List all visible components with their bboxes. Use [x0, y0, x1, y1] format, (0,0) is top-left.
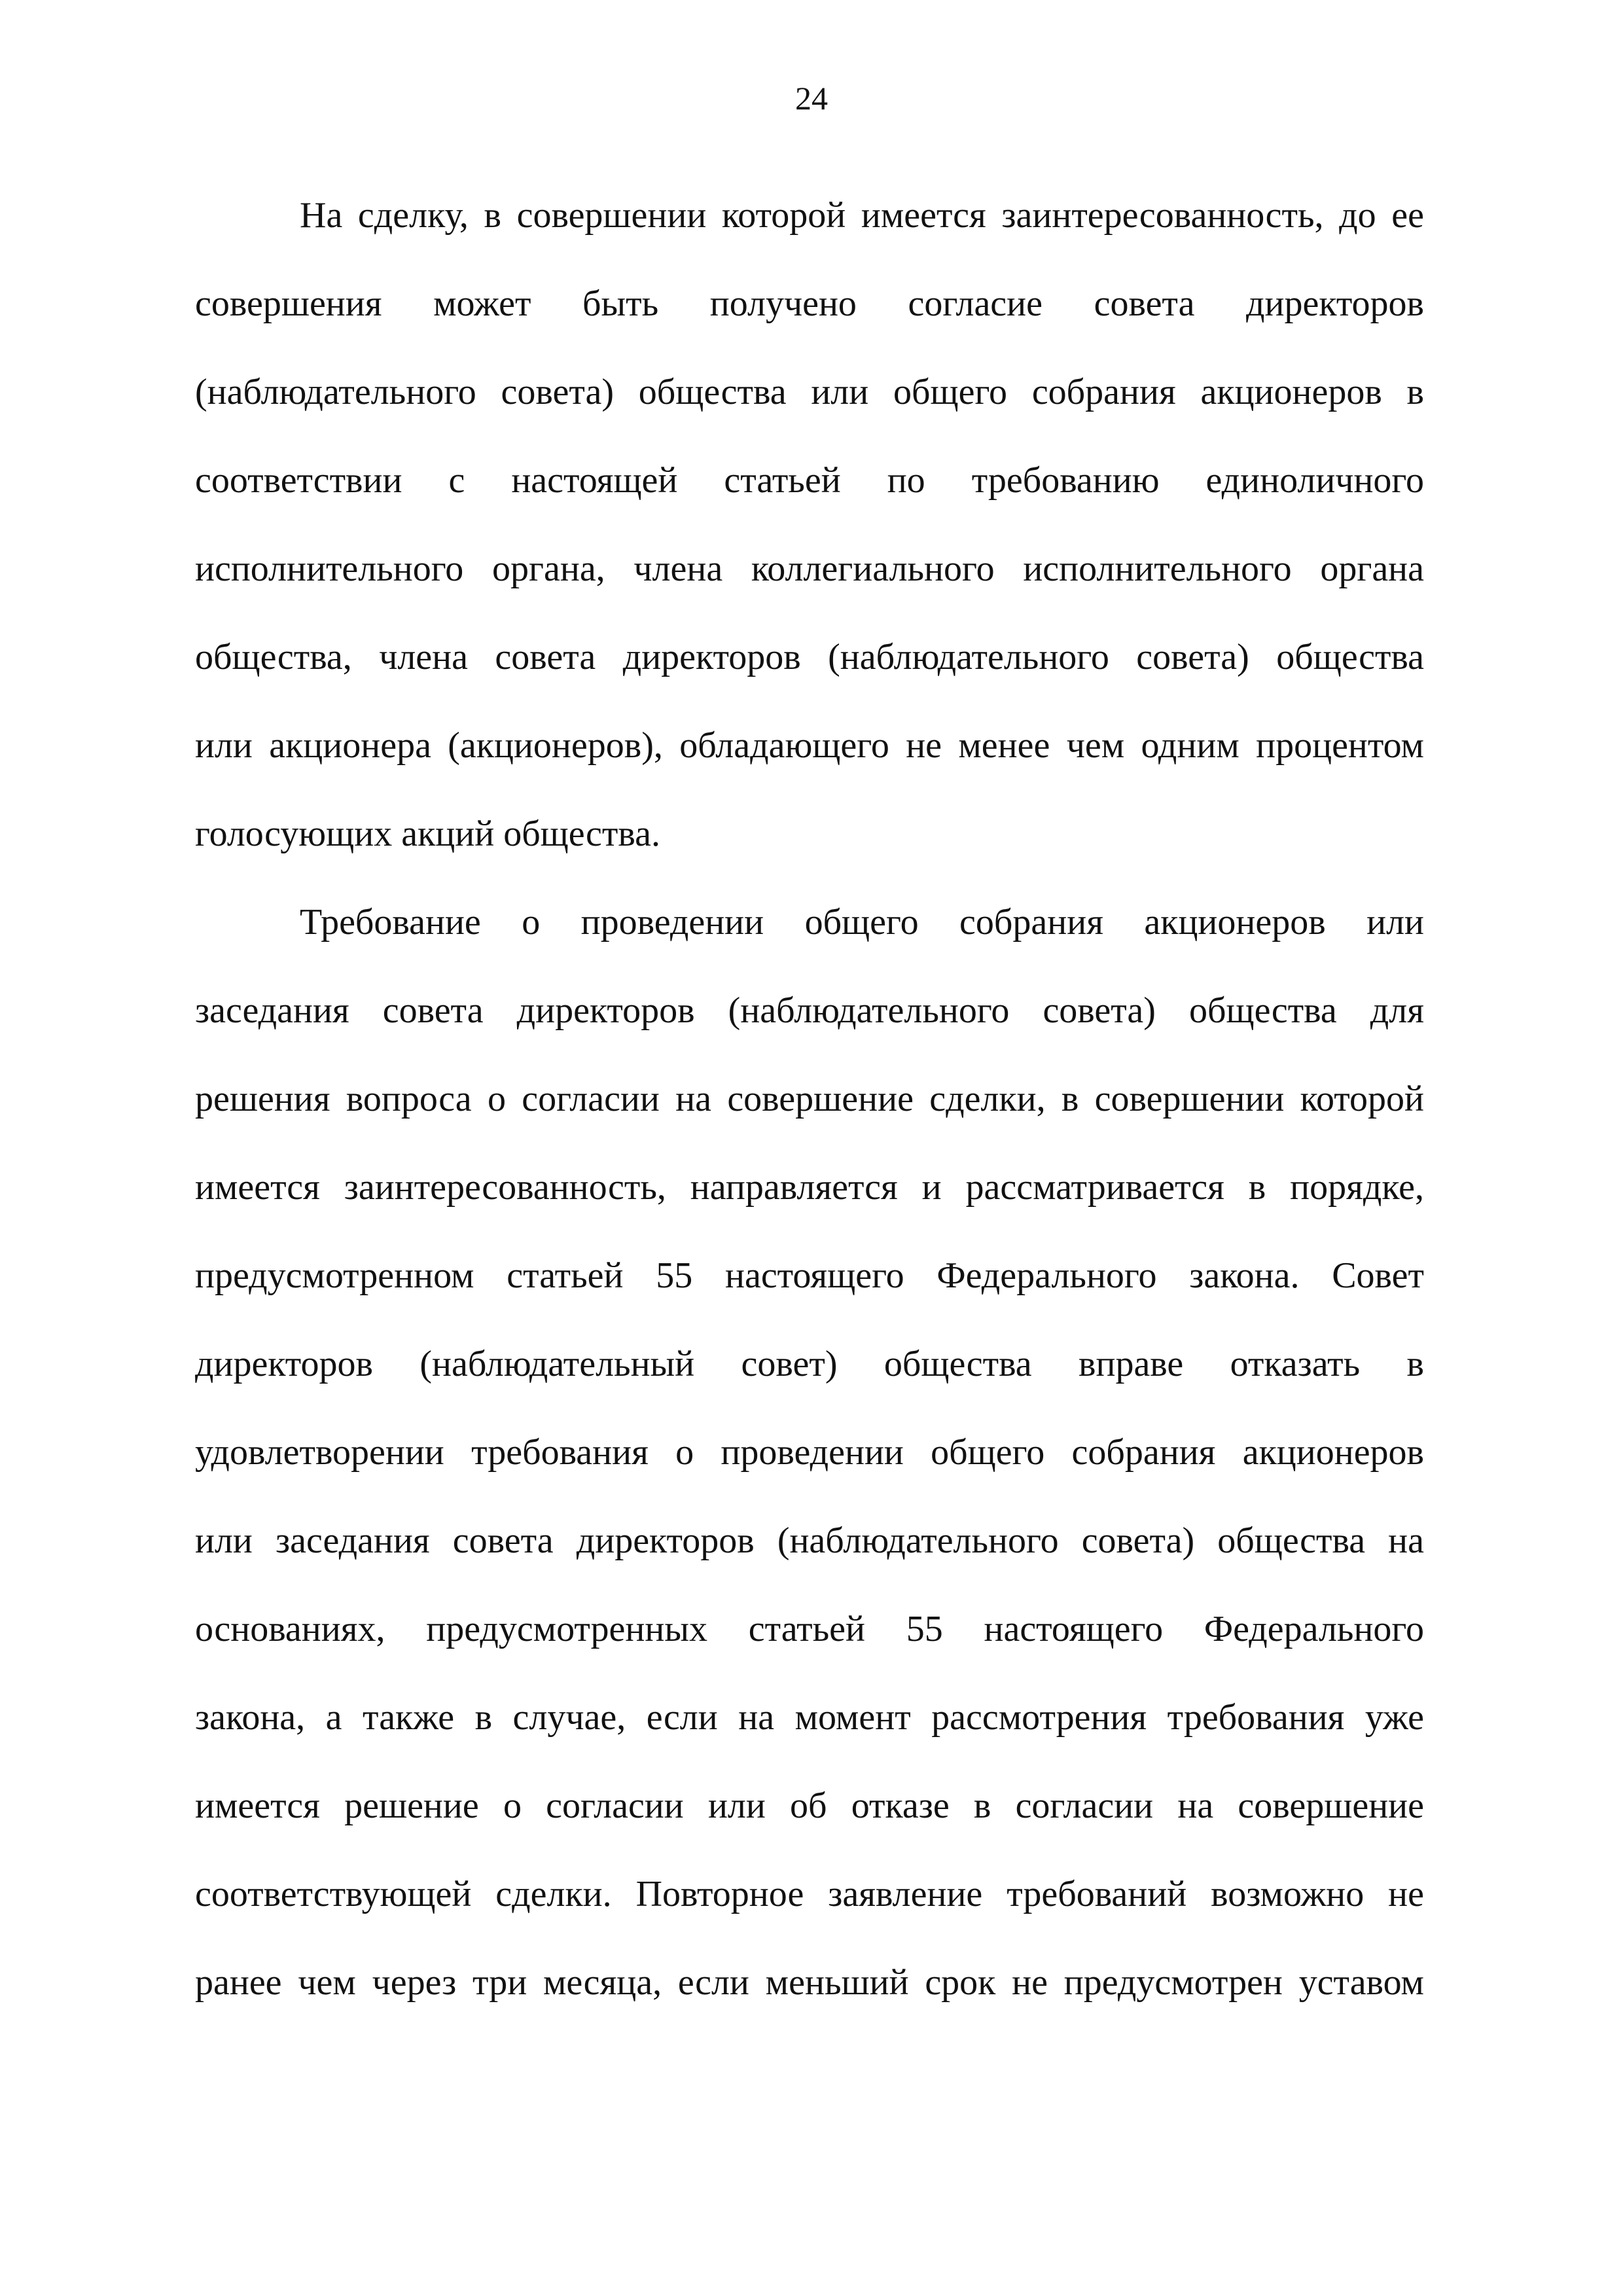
text-line: соответствующей сделки. Повторное заявление требований возможно не: [195, 1874, 1424, 1914]
text-line: решения вопроса о согласии на совершение сделки, в совершении которой: [195, 1079, 1424, 1119]
text-line: совершения может быть получено согласие совета директоров: [195, 283, 1424, 324]
text-line: На сделку, в совершении которой имеется заинтересованность, до ее: [300, 195, 1424, 236]
text-line: или заседания совета директоров (наблюдательного совета) общества на: [195, 1520, 1424, 1561]
page-number: 24: [795, 80, 828, 117]
document-body: [195, 171, 1424, 2027]
text-line: (наблюдательного совета) общества или общего собрания акционеров в: [195, 372, 1424, 412]
text-line: соответствии с настоящей статьей по требованию единоличного: [195, 460, 1424, 501]
paragraph-2: [195, 878, 1424, 2027]
text-line: исполнительного органа, члена коллегиального исполнительного органа: [195, 548, 1424, 589]
text-line: предусмотренном статьей 55 настоящего Федерального закона. Совет: [195, 1255, 1424, 1296]
text-line: ранее чем через три месяца, если меньший срок не предусмотрен уставом: [195, 1962, 1424, 2003]
text-line: имеется заинтересованность, направляется и рассматривается в порядке,: [195, 1167, 1424, 1208]
text-line: закона, а также в случае, если на момент рассмотрения требования уже: [195, 1697, 1424, 1738]
text-line: голосующих акций общества.: [195, 814, 660, 854]
text-line: директоров (наблюдательный совет) общества вправе отказать в: [195, 1344, 1424, 1384]
text-line: или акционера (акционеров), обладающего не менее чем одним процентом: [195, 725, 1424, 766]
paragraph-1: [195, 171, 1424, 878]
text-line: имеется решение о согласии или об отказе в согласии на совершение: [195, 1785, 1424, 1826]
text-line: удовлетворении требования о проведении общего собрания акционеров: [195, 1432, 1424, 1473]
text-line: Требование о проведении общего собрания акционеров или: [300, 902, 1424, 942]
text-line: общества, члена совета директоров (наблюдательного совета) общества: [195, 637, 1424, 677]
text-line: основаниях, предусмотренных статьей 55 настоящего Федерального: [195, 1609, 1424, 1649]
text-line: заседания совета директоров (наблюдательного совета) общества для: [195, 990, 1424, 1031]
